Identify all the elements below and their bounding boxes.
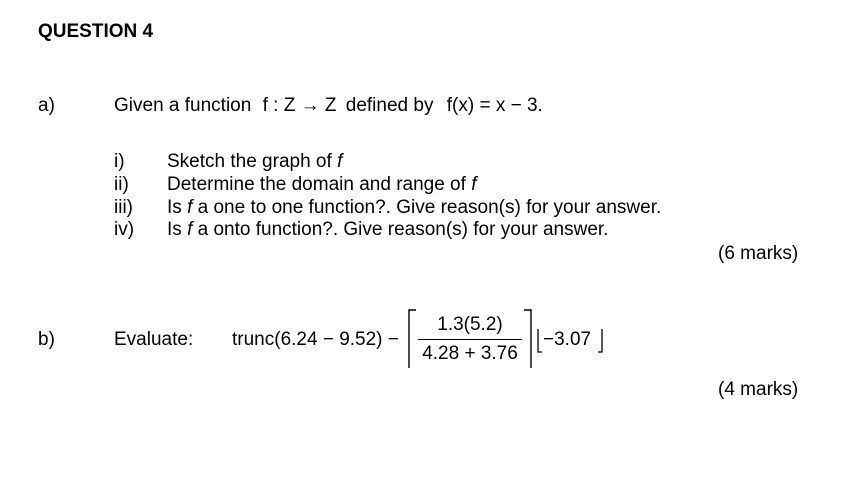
item-iii-var: f xyxy=(187,197,193,218)
part-a-intro: Given a function xyxy=(114,95,252,116)
function-mapping: f : Z → Z xyxy=(262,95,337,116)
trunc-expression: trunc(6.24 − 9.52) − xyxy=(232,329,399,350)
item-text-i xyxy=(167,151,342,173)
item-iv-text: Is xyxy=(167,219,188,240)
floor-left-bracket xyxy=(535,328,543,354)
part-b-label: b) xyxy=(38,329,55,350)
fraction-bar xyxy=(418,339,522,340)
item-iv-text-after: a onto function?. Give reason(s) for your answer. xyxy=(192,219,609,240)
evaluate-label: Evaluate: xyxy=(114,329,194,350)
item-iv-var: f xyxy=(187,219,193,240)
floor-value: −3.07 xyxy=(543,329,592,350)
item-num-ii: ii) xyxy=(114,174,129,195)
part-a-defined-by: defined by xyxy=(345,95,434,116)
item-num-iv: iv) xyxy=(114,219,135,240)
item-iii-text-after: a one to one function?. Give reason(s) for your answer. xyxy=(192,197,662,218)
item-iii-text: Is xyxy=(167,197,188,218)
part-b-marks: (4 marks) xyxy=(718,379,799,400)
item-i-text: Sketch the graph of xyxy=(167,151,338,172)
item-num-i: i) xyxy=(114,151,125,172)
item-ii-var: f xyxy=(471,174,477,195)
floor-right-bracket xyxy=(597,328,605,354)
item-num-iii: iii) xyxy=(114,197,133,218)
ceiling-right-bracket xyxy=(522,308,534,370)
item-text-iv xyxy=(167,219,608,241)
item-text-iii xyxy=(167,197,661,219)
part-a-statement xyxy=(114,95,543,117)
fraction xyxy=(418,314,522,365)
item-ii-text: Determine the domain and range of xyxy=(167,174,472,195)
part-a-marks: (6 marks) xyxy=(718,243,799,264)
question-title: QUESTION 4 xyxy=(38,21,154,42)
item-text-ii xyxy=(167,174,476,196)
fraction-denominator: 4.28 + 3.76 xyxy=(422,343,518,364)
part-a-label: a) xyxy=(38,95,55,116)
function-formula: f(x) = x − 3. xyxy=(446,95,543,116)
item-i-var: f xyxy=(337,151,343,172)
fraction-numerator: 1.3(5.2) xyxy=(437,314,503,335)
ceiling-left-bracket xyxy=(406,308,418,370)
